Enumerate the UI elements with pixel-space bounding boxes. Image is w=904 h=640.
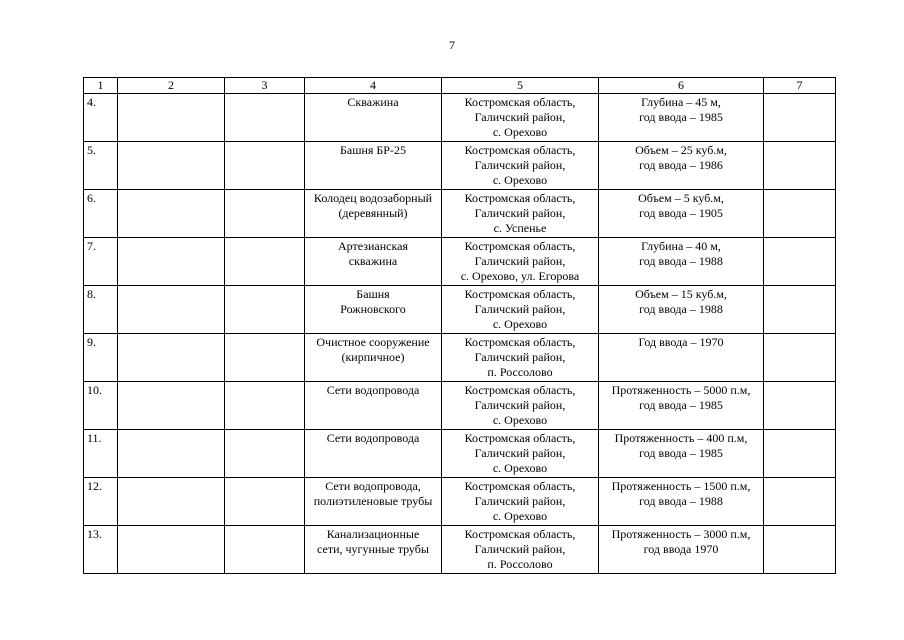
object-name-cell — [305, 430, 442, 478]
characteristics-cell — [599, 430, 764, 478]
object-name-cell-line: Очистное сооружение — [316, 335, 430, 349]
empty-cell-col3 — [225, 286, 305, 334]
characteristics-cell — [599, 94, 764, 142]
table-row — [84, 526, 836, 574]
empty-cell-col2 — [118, 238, 225, 286]
row-number-cell: 13. — [84, 526, 118, 574]
location-cell-line: Костромская область, — [464, 383, 576, 397]
object-name-cell-line: Башня — [356, 287, 390, 301]
characteristics-cell-line: год ввода – 1988 — [639, 494, 723, 508]
characteristics-cell-line: Глубина – 45 м, — [641, 95, 721, 109]
characteristics-cell-line: Протяженность – 1500 п.м, — [611, 479, 751, 493]
characteristics-cell-line: год ввода – 1988 — [639, 302, 723, 316]
location-cell-line: с. Орехово — [492, 317, 548, 331]
location-cell-line: Костромская область, — [464, 335, 576, 349]
table-row — [84, 382, 836, 430]
empty-cell-col2 — [118, 142, 225, 190]
location-cell — [442, 190, 599, 238]
location-cell — [442, 286, 599, 334]
location-cell — [442, 334, 599, 382]
location-cell-line: Галичский район, — [474, 350, 566, 364]
property-table — [83, 77, 836, 574]
location-cell-line: п. Россолово — [487, 557, 553, 571]
table-header — [84, 78, 836, 94]
empty-cell-col7 — [764, 334, 836, 382]
characteristics-cell-line: год ввода – 1985 — [639, 446, 723, 460]
location-cell-line: Костромская область, — [464, 479, 576, 493]
empty-cell-col3 — [225, 142, 305, 190]
characteristics-cell-line: Протяженность – 400 п.м, — [614, 431, 748, 445]
location-cell-line: Галичский район, — [474, 302, 566, 316]
object-name-cell-line: (кирпичное) — [341, 350, 405, 364]
empty-cell-col2 — [118, 430, 225, 478]
empty-cell-col2 — [118, 334, 225, 382]
characteristics-cell-line: Объем – 25 куб.м, — [635, 143, 727, 157]
location-cell-line: Галичский район, — [474, 494, 566, 508]
characteristics-cell-line: Объем – 5 куб.м, — [638, 191, 724, 205]
empty-cell-col2 — [118, 382, 225, 430]
characteristics-cell-line: год ввода – 1985 — [639, 110, 723, 124]
location-cell — [442, 526, 599, 574]
object-name-cell — [305, 142, 442, 190]
object-name-cell — [305, 238, 442, 286]
object-name-cell — [305, 94, 442, 142]
row-number-cell: 11. — [84, 430, 118, 478]
location-cell-line: с. Орехово — [492, 461, 548, 475]
location-cell-line: с. Орехово — [492, 509, 548, 523]
location-cell-line: Галичский район, — [474, 446, 566, 460]
page-number: 7 — [449, 38, 455, 52]
object-name-cell-line: Колодец водозаборный — [313, 191, 433, 205]
location-cell-line: Галичский район, — [474, 398, 566, 412]
location-cell-line: Галичский район, — [474, 206, 566, 220]
location-cell-line: Костромская область, — [464, 239, 576, 253]
table-body — [84, 94, 836, 574]
empty-cell-col3 — [225, 382, 305, 430]
header-row — [84, 78, 836, 94]
location-cell — [442, 478, 599, 526]
table-row — [84, 94, 836, 142]
characteristics-cell-line: Объем – 15 куб.м, — [635, 287, 727, 301]
location-cell-line: Костромская область, — [464, 191, 576, 205]
location-cell-line: Галичский район, — [474, 542, 566, 556]
characteristics-cell-line: Протяженность – 3000 п.м, — [611, 527, 751, 541]
location-cell-line: Галичский район, — [474, 158, 566, 172]
row-number-cell: 10. — [84, 382, 118, 430]
location-cell-line: с. Орехово, ул. Егорова — [460, 269, 580, 283]
location-cell-line: Костромская область, — [464, 527, 576, 541]
empty-cell-col3 — [225, 190, 305, 238]
empty-cell-col7 — [764, 190, 836, 238]
object-name-cell-line: Артезианская — [338, 239, 408, 253]
header-cell-2: 2 — [118, 78, 225, 94]
location-cell-line: Галичский район, — [474, 110, 566, 124]
empty-cell-col3 — [225, 94, 305, 142]
empty-cell-col3 — [225, 238, 305, 286]
row-number-cell: 6. — [84, 190, 118, 238]
table-row — [84, 334, 836, 382]
empty-cell-col7 — [764, 382, 836, 430]
row-number-cell: 9. — [84, 334, 118, 382]
location-cell-line: с. Орехово — [492, 173, 548, 187]
location-cell-line: Галичский район, — [474, 254, 566, 268]
empty-cell-col2 — [118, 286, 225, 334]
empty-cell-col3 — [225, 478, 305, 526]
object-name-cell-line: Скважина — [347, 95, 399, 109]
location-cell-line: Костромская область, — [464, 95, 576, 109]
empty-cell-col7 — [764, 526, 836, 574]
empty-cell-col7 — [764, 94, 836, 142]
object-name-cell-line: Рожновского — [340, 302, 406, 316]
location-cell — [442, 142, 599, 190]
characteristics-cell-line: год ввода – 1905 — [639, 206, 723, 220]
header-cell-4: 4 — [305, 78, 442, 94]
empty-cell-col2 — [118, 526, 225, 574]
empty-cell-col7 — [764, 142, 836, 190]
location-cell-line: п. Россолово — [487, 365, 553, 379]
empty-cell-col7 — [764, 478, 836, 526]
table-row — [84, 142, 836, 190]
location-cell-line: с. Орехово — [492, 413, 548, 427]
object-name-cell — [305, 286, 442, 334]
location-cell — [442, 382, 599, 430]
characteristics-cell-line: год ввода – 1988 — [639, 254, 723, 268]
characteristics-cell — [599, 334, 764, 382]
row-number-cell: 12. — [84, 478, 118, 526]
characteristics-cell — [599, 382, 764, 430]
characteristics-cell — [599, 526, 764, 574]
characteristics-cell-line: Протяженность – 5000 п.м, — [611, 383, 751, 397]
object-name-cell-line: Сети водопровода — [326, 383, 420, 397]
empty-cell-col7 — [764, 430, 836, 478]
header-cell-6: 6 — [599, 78, 764, 94]
location-cell — [442, 94, 599, 142]
table-row — [84, 478, 836, 526]
object-name-cell-line: скважина — [348, 254, 398, 268]
empty-cell-col2 — [118, 94, 225, 142]
empty-cell-col3 — [225, 526, 305, 574]
object-name-cell — [305, 190, 442, 238]
header-cell-3: 3 — [225, 78, 305, 94]
row-number-cell: 7. — [84, 238, 118, 286]
table-row — [84, 190, 836, 238]
characteristics-cell-line: год ввода 1970 — [643, 542, 719, 556]
table-row — [84, 286, 836, 334]
object-name-cell-line: (деревянный) — [338, 206, 408, 220]
object-name-cell-line: Сети водопровода, — [325, 479, 421, 493]
location-cell-line: с. Успенье — [493, 221, 547, 235]
empty-cell-col3 — [225, 334, 305, 382]
empty-cell-col7 — [764, 286, 836, 334]
empty-cell-col2 — [118, 190, 225, 238]
object-name-cell — [305, 478, 442, 526]
object-name-cell-line: Башня БР-25 — [340, 143, 406, 157]
characteristics-cell — [599, 478, 764, 526]
object-name-cell-line: полиэтиленовые трубы — [313, 494, 433, 508]
object-name-cell-line: Канализационные — [326, 527, 420, 541]
characteristics-cell — [599, 190, 764, 238]
object-name-cell — [305, 334, 442, 382]
object-name-cell-line: сети, чугунные трубы — [317, 542, 429, 556]
location-cell — [442, 430, 599, 478]
row-number-cell: 8. — [84, 286, 118, 334]
table-row — [84, 238, 836, 286]
empty-cell-col3 — [225, 430, 305, 478]
row-number-cell: 5. — [84, 142, 118, 190]
object-name-cell — [305, 526, 442, 574]
location-cell-line: Костромская область, — [464, 431, 576, 445]
characteristics-cell — [599, 142, 764, 190]
table-row — [84, 430, 836, 478]
header-cell-7: 7 — [764, 78, 836, 94]
location-cell-line: Костромская область, — [464, 143, 576, 157]
location-cell-line: Костромская область, — [464, 287, 576, 301]
object-name-cell-line: Сети водопровода — [326, 431, 420, 445]
characteristics-cell — [599, 286, 764, 334]
empty-cell-col2 — [118, 478, 225, 526]
header-cell-1: 1 — [84, 78, 118, 94]
characteristics-cell-line: год ввода – 1985 — [639, 398, 723, 412]
header-cell-5: 5 — [442, 78, 599, 94]
characteristics-cell — [599, 238, 764, 286]
row-number-cell: 4. — [84, 94, 118, 142]
object-name-cell — [305, 382, 442, 430]
location-cell-line: с. Орехово — [492, 125, 548, 139]
characteristics-cell-line: Год ввода – 1970 — [638, 335, 724, 349]
empty-cell-col7 — [764, 238, 836, 286]
characteristics-cell-line: Глубина – 40 м, — [641, 239, 721, 253]
characteristics-cell-line: год ввода – 1986 — [639, 158, 723, 172]
location-cell — [442, 238, 599, 286]
